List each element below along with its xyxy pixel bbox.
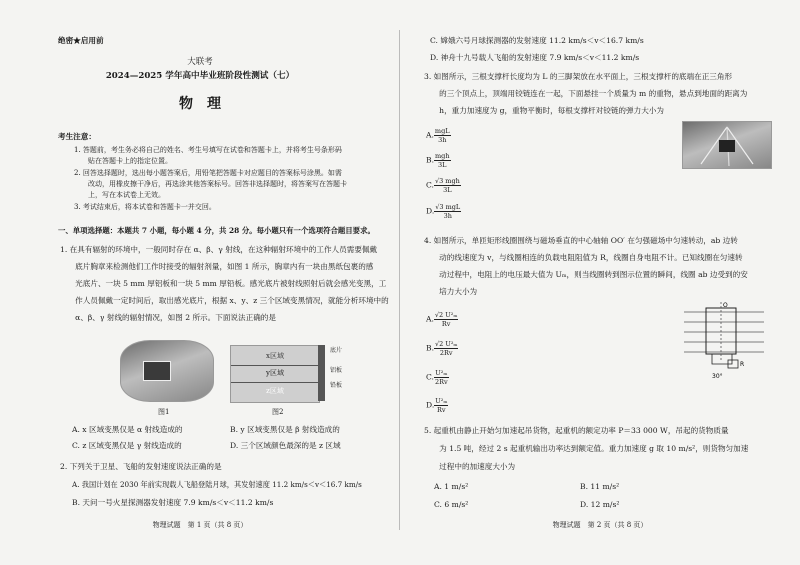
region-y: y区域 <box>266 369 284 377</box>
q5-line: 5. 起重机由静止开始匀加速起吊货物，起重机的额定功率 P＝33 000 W，吊起的货物质量 <box>424 426 729 435</box>
region-border <box>231 365 319 366</box>
fig1-caption: 图1 <box>158 408 170 416</box>
q5-option-a: A. 1 m/s² <box>434 482 469 491</box>
badge-photo <box>120 340 214 402</box>
q3-option-b: B. $\frac{\text{mgh}}{3L}$ <box>426 152 450 169</box>
notice-line: 改动，用橡皮擦干净后，再选涂其他答案标号。回答非选择题时，将答案写在答题卡 <box>74 180 347 188</box>
notice-line: 上，写在本试卷上无效。 <box>74 191 165 199</box>
q3-line: 的三个顶点上，顶端用铰链连在一起，下面悬挂一个质量为 m 的重物，悬点到地面的距离为 <box>424 89 748 98</box>
film-diagram <box>230 345 320 403</box>
q2-option-c: C. 嫦娥六号月球探测器的发射速度 11.2 km/s＜v＜16.7 km/s <box>430 36 644 45</box>
exam-series: 2024—2025 学年高中毕业班阶段性测试（七） <box>105 71 295 81</box>
label-r: R <box>740 361 745 368</box>
coil-diagram <box>682 300 766 380</box>
plates-icon <box>318 345 325 401</box>
exam-name: 大联考 <box>187 57 213 67</box>
q5-option-d: D. 12 m/s² <box>580 500 620 509</box>
region-z: z区域 <box>266 387 284 395</box>
q2-option-d: D. 神舟十九号载人飞船的发射速度 7.9 km/s＜v＜11.2 km/s <box>430 53 640 62</box>
q1-line: α、β、γ 射线的辐射情况，如图 2 所示。下面说法正确的是 <box>60 313 276 322</box>
q1-option-d: D. 三个区域颜色最深的是 z 区域 <box>230 441 341 450</box>
q3-option-d: D. $\frac{\text{√3 mgL}}{3h}$ <box>426 203 461 220</box>
q1-option-a: A. x 区域变黑仅是 α 射线造成的 <box>72 425 183 434</box>
notice-line: 1. 答题前，考生务必将自己的姓名、考生号填写在试卷和答题卡上，并将考生号条形码 <box>74 146 342 154</box>
notice-line: 贴在答题卡上的指定位置。 <box>74 157 172 165</box>
q2-stem: 2. 下列关于卫星、飞船的发射速度说法正确的是 <box>60 462 222 471</box>
notice-title: 考生注意： <box>58 132 96 141</box>
q4-line: 动过程中，电阻上的电压最大值为 Uₘ，则当线圈转到图示位置的瞬间，线圈 ab 边受到的安 <box>424 270 748 279</box>
q3-option-a: A. $\frac{\text{mgL}}{3h}$ <box>426 127 450 144</box>
q5-option-c: C. 6 m/s² <box>434 500 469 509</box>
badge-icon <box>143 361 171 381</box>
subject-title: 物 理 <box>179 96 221 112</box>
q1-line: 光底片、一块 5 mm 厚铝板和一块 5 mm 厚铅板。感光底片被射线照射后就会感光变黑，工 <box>60 279 387 288</box>
q4-line: 培力大小为 <box>424 287 478 296</box>
section1-title: 一、单项选择题：本题共 7 小题，每小题 4 分，共 28 分。每小题只有一个选项符合题目要求。 <box>58 226 375 235</box>
tripod-icon <box>683 122 771 168</box>
label-film: 底片 <box>330 347 343 354</box>
label-angle: 30° <box>712 373 723 380</box>
q4-option-b: B. $\frac{\text{√2 U²ₘ}}{2Rv}$ <box>426 340 458 357</box>
label-pb: 铅板 <box>330 382 343 389</box>
q4-line: 动的线速度为 v，与线圈相连的负载电阻阻值为 R，线圈自身电阻不计。已知线圈在匀速转 <box>424 253 743 262</box>
notice-line: 3. 考试结束后，将本试卷和答题卡一并交回。 <box>74 203 216 211</box>
fig2-caption: 图2 <box>272 408 284 416</box>
q4-option-a: A. $\frac{\text{√2 U²ₘ}}{Rv}$ <box>426 311 458 328</box>
region-border <box>231 382 319 383</box>
footer-left: 物理试题 第 1 页（共 8 页） <box>152 521 248 529</box>
page-2 <box>400 0 800 565</box>
q3-line: h，重力加速度为 g，重物平衡时，每根支撑杆对铰链的弹力大小为 <box>424 106 664 115</box>
q5-option-b: B. 11 m/s² <box>580 482 620 491</box>
q5-line: 过程中的加速度大小为 <box>424 462 516 471</box>
secret-mark: 绝密★启用前 <box>58 36 104 45</box>
q1-option-b: B. y 区域变黑仅是 β 射线造成的 <box>230 425 340 434</box>
region-x: x区域 <box>266 352 284 360</box>
label-o: O <box>723 302 728 309</box>
q1-line: 1. 在具有辐射的环境中，一般同时存在 α、β、γ 射线，在这种辐射环境中的工作人员需要佩戴 <box>60 245 378 254</box>
q2-option-b: B. 天问一号火星探测器发射速度 7.9 km/s＜v＜11.2 km/s <box>72 498 274 507</box>
q4-line: 4. 如图所示，单匝矩形线圈围绕与磁场垂直的中心轴轴 OO′ 在匀强磁场中匀速转动，ab 边转 <box>424 236 738 245</box>
q1-option-c: C. z 区域变黑仅是 γ 射线造成的 <box>72 441 182 450</box>
q5-line: 为 1.5 吨，经过 2 s 起重机输出功率达到额定值。重力加速度 g 取 10 m/s²，则货物匀加速 <box>424 444 749 453</box>
q3-option-c: C. $\frac{\text{√3 mgh}}{3L}$ <box>426 177 460 194</box>
q2-option-a: A. 我国计划在 2030 年前实现载人飞船登陆月球，其发射速度 11.2 km/s＜v＜16.7 km/s <box>72 480 362 489</box>
q3-line: 3. 如图所示，三根支撑杆长度均为 L 的三脚架放在水平面上，三根支撑杆的底端在正三角形 <box>424 72 733 81</box>
q1-line: 作人员佩戴一定时间后，取出感光底片，根据 x、y、z 三个区域变黑情况，就能分析环境中的 <box>60 296 389 305</box>
label-al: 铝板 <box>330 367 343 374</box>
q4-option-d: D. $\frac{\text{U²ₘ}}{Rv}$ <box>426 397 448 414</box>
footer-right: 物理试题 第 2 页（共 8 页） <box>552 521 648 529</box>
notice-line: 2. 回答选择题时，选出每小题答案后，用铅笔把答题卡对应题目的答案标号涂黑。如需 <box>74 169 342 177</box>
q4-option-c: C. $\frac{\text{U²ₘ}}{2Rv}$ <box>426 369 448 386</box>
q1-line: 底片胸章来检测他们工作时接受的辐射剂量，如图 1 所示，胸章内有一块由黑纸包裹的感 <box>60 262 374 271</box>
tripod-photo <box>682 121 772 169</box>
